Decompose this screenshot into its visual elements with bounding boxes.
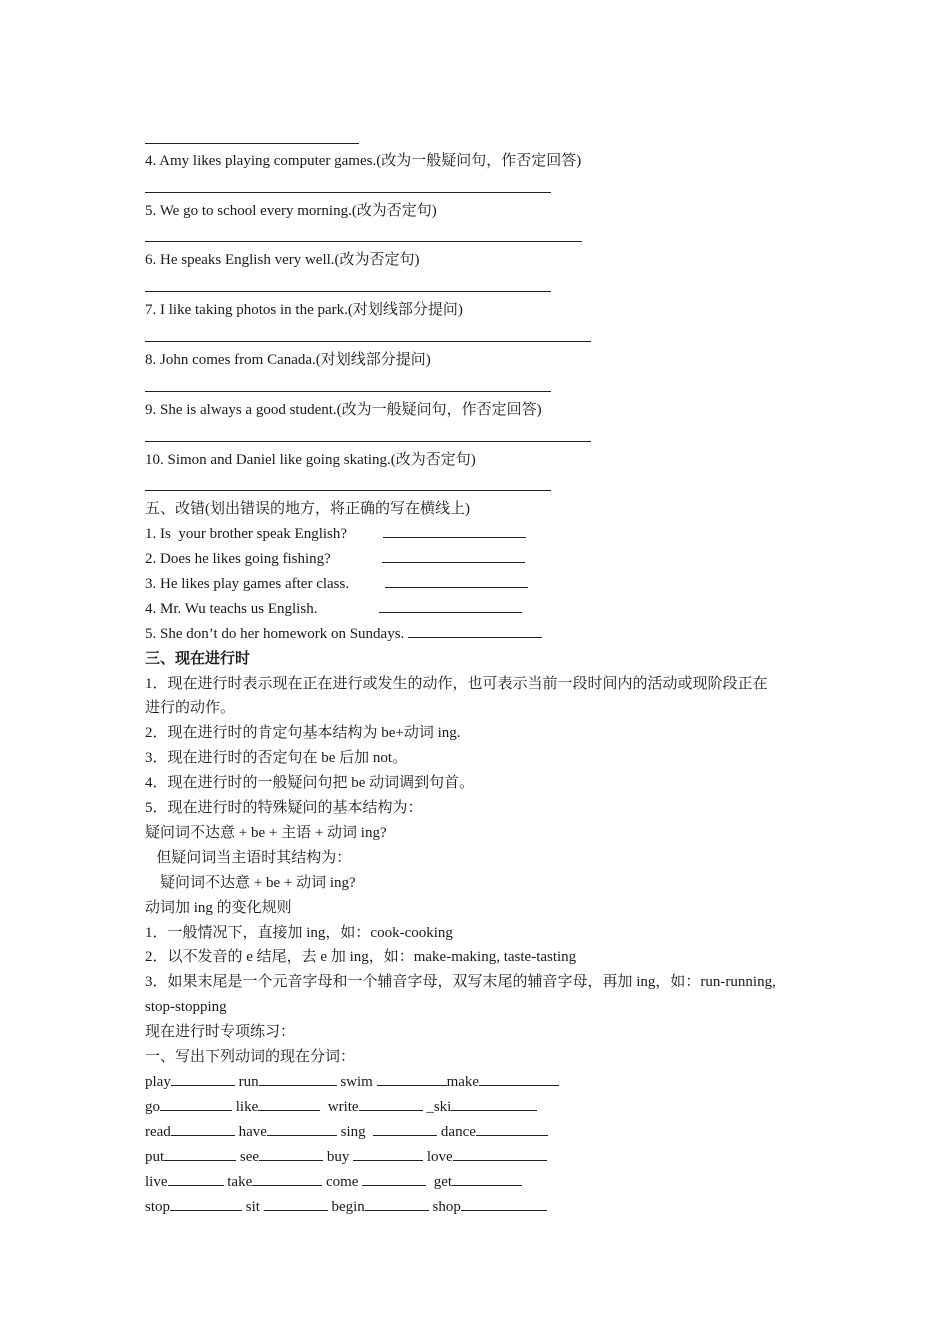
verb-word: sing <box>340 1124 366 1140</box>
exercise-item: 8. John comes from Canada.(对划线部分提问) <box>145 352 431 368</box>
answer-blank[interactable] <box>452 1172 522 1186</box>
verb-word: get <box>433 1174 453 1190</box>
verb-word: swim <box>340 1074 373 1090</box>
verb-word: sit <box>245 1199 260 1215</box>
verb-word: _ski <box>426 1099 452 1115</box>
grammar-rule: 疑问词不达意 + be + 动词 ing? <box>145 875 356 891</box>
answer-blank[interactable] <box>373 1122 437 1136</box>
exercise-item: 4. Amy likes playing computer games.(改为一般疑问句，作否定回答) <box>145 153 582 169</box>
verb-word: see <box>239 1149 260 1165</box>
correction-sentence: 2. Does he likes going fishing? <box>145 551 331 567</box>
section-heading: 三、现在进行时 <box>145 651 251 667</box>
correction-item <box>145 549 525 569</box>
answer-blank[interactable] <box>451 1097 537 1111</box>
answer-blank[interactable] <box>365 1197 429 1211</box>
verb-word: begin <box>331 1199 365 1215</box>
verb-word: write <box>327 1099 359 1115</box>
answer-blank[interactable] <box>382 549 525 563</box>
verb-row <box>145 1097 537 1117</box>
exercise-item: 7. I like taking photos in the park.(对划线部分提问) <box>145 302 463 318</box>
section-heading: 五、改错(划出错误的地方，将正确的写在横线上) <box>145 501 470 517</box>
verb-word: stop <box>145 1199 171 1215</box>
grammar-rule: stop-stopping <box>145 999 227 1015</box>
verb-word: put <box>145 1149 165 1165</box>
answer-blank[interactable] <box>170 1197 242 1211</box>
verb-word: play <box>145 1074 171 1090</box>
answer-line[interactable] <box>145 291 551 292</box>
answer-blank[interactable] <box>267 1122 337 1136</box>
grammar-rule: 4．现在进行时的一般疑问句把 be 动词调到句首。 <box>145 775 475 791</box>
answer-blank[interactable] <box>479 1072 559 1086</box>
grammar-rule: 2．现在进行时的肯定句基本结构为 be+动词 ing. <box>145 725 461 741</box>
answer-blank[interactable] <box>383 524 526 538</box>
correction-item <box>145 524 526 544</box>
grammar-rule: 3．现在进行时的否定句在 be 后加 not。 <box>145 750 408 766</box>
correction-item <box>145 574 528 594</box>
answer-blank[interactable] <box>171 1072 235 1086</box>
answer-blank[interactable] <box>385 574 528 588</box>
correction-sentence: 5. She don’t do her homework on Sundays. <box>145 626 405 642</box>
answer-blank[interactable] <box>453 1147 547 1161</box>
exercise-item: 9. She is always a good student.(改为一般疑问句，作否定回答) <box>145 402 542 418</box>
verb-row <box>145 1072 559 1092</box>
answer-blank[interactable] <box>259 1072 337 1086</box>
verb-word: shop <box>432 1199 461 1215</box>
answer-line[interactable] <box>145 192 551 193</box>
practice-instruction: 一、写出下列动词的现在分词： <box>145 1049 356 1065</box>
grammar-rule: 2．以不发音的 e 结尾，去 e 加 ing，如：make-making, taste-tasting <box>145 949 577 965</box>
exercise-item: 10. Simon and Daniel like going skating.(改为否定句) <box>145 452 476 468</box>
exercise-item: 5. We go to school every morning.(改为否定句) <box>145 203 437 219</box>
verb-word: come <box>325 1174 359 1190</box>
grammar-rule: 进行的动作。 <box>145 700 236 716</box>
verb-word: like <box>235 1099 259 1115</box>
answer-blank[interactable] <box>379 599 522 613</box>
verb-word: read <box>145 1124 171 1140</box>
verb-row <box>145 1122 548 1142</box>
verb-word: make <box>446 1074 480 1090</box>
verb-row <box>145 1197 547 1217</box>
verb-word: take <box>227 1174 253 1190</box>
grammar-rule: 3．如果末尾是一个元音字母和一个辅音字母，双写末尾的辅音字母，再加 ing，如：run-running, <box>145 974 776 990</box>
answer-blank[interactable] <box>362 1172 426 1186</box>
verb-row <box>145 1172 522 1192</box>
answer-blank[interactable] <box>264 1197 328 1211</box>
answer-blank[interactable] <box>461 1197 547 1211</box>
answer-line[interactable] <box>145 241 582 242</box>
correction-sentence: 4. Mr. Wu teachs us English. <box>145 601 318 617</box>
answer-line[interactable] <box>145 441 591 442</box>
grammar-rule: 动词加 ing 的变化规则 <box>145 900 292 916</box>
grammar-rule: 1．现在进行时表示现在正在进行或发生的动作，也可表示当前一段时间内的活动或现阶段正在 <box>145 676 768 692</box>
answer-line[interactable] <box>145 391 551 392</box>
verb-word: buy <box>326 1149 350 1165</box>
grammar-rule: 但疑问词当主语时其结构为： <box>145 850 352 866</box>
answer-blank[interactable] <box>168 1172 224 1186</box>
verb-word: love <box>426 1149 453 1165</box>
answer-blank[interactable] <box>171 1122 235 1136</box>
answer-line[interactable] <box>145 490 551 491</box>
grammar-rule: 疑问词不达意 + be + 主语 + 动词 ing? <box>145 825 387 841</box>
verb-word: have <box>238 1124 267 1140</box>
grammar-rule: 1．一般情况下，直接加 ing，如：cook-cooking <box>145 925 453 941</box>
answer-line[interactable] <box>145 143 359 144</box>
verb-word: live <box>145 1174 168 1190</box>
answer-blank[interactable] <box>259 1147 323 1161</box>
answer-blank[interactable] <box>252 1172 322 1186</box>
exercise-item: 6. He speaks English very well.(改为否定句) <box>145 252 420 268</box>
correction-item <box>145 599 522 619</box>
answer-blank[interactable] <box>164 1147 236 1161</box>
answer-blank[interactable] <box>377 1072 447 1086</box>
verb-word: go <box>145 1099 160 1115</box>
answer-blank[interactable] <box>476 1122 548 1136</box>
correction-sentence: 1. Is your brother speak English? <box>145 526 348 542</box>
grammar-rule: 5．现在进行时的特殊疑问的基本结构为： <box>145 800 423 816</box>
answer-blank[interactable] <box>408 624 542 638</box>
correction-item <box>145 624 542 644</box>
correction-sentence: 3. He likes play games after class. <box>145 576 350 592</box>
verb-word: dance <box>440 1124 476 1140</box>
answer-blank[interactable] <box>160 1097 232 1111</box>
verb-row <box>145 1147 547 1167</box>
verb-word: run <box>238 1074 259 1090</box>
answer-blank[interactable] <box>359 1097 423 1111</box>
answer-line[interactable] <box>145 341 591 342</box>
answer-blank[interactable] <box>258 1097 320 1111</box>
practice-title: 现在进行时专项练习： <box>145 1024 296 1040</box>
answer-blank[interactable] <box>353 1147 423 1161</box>
